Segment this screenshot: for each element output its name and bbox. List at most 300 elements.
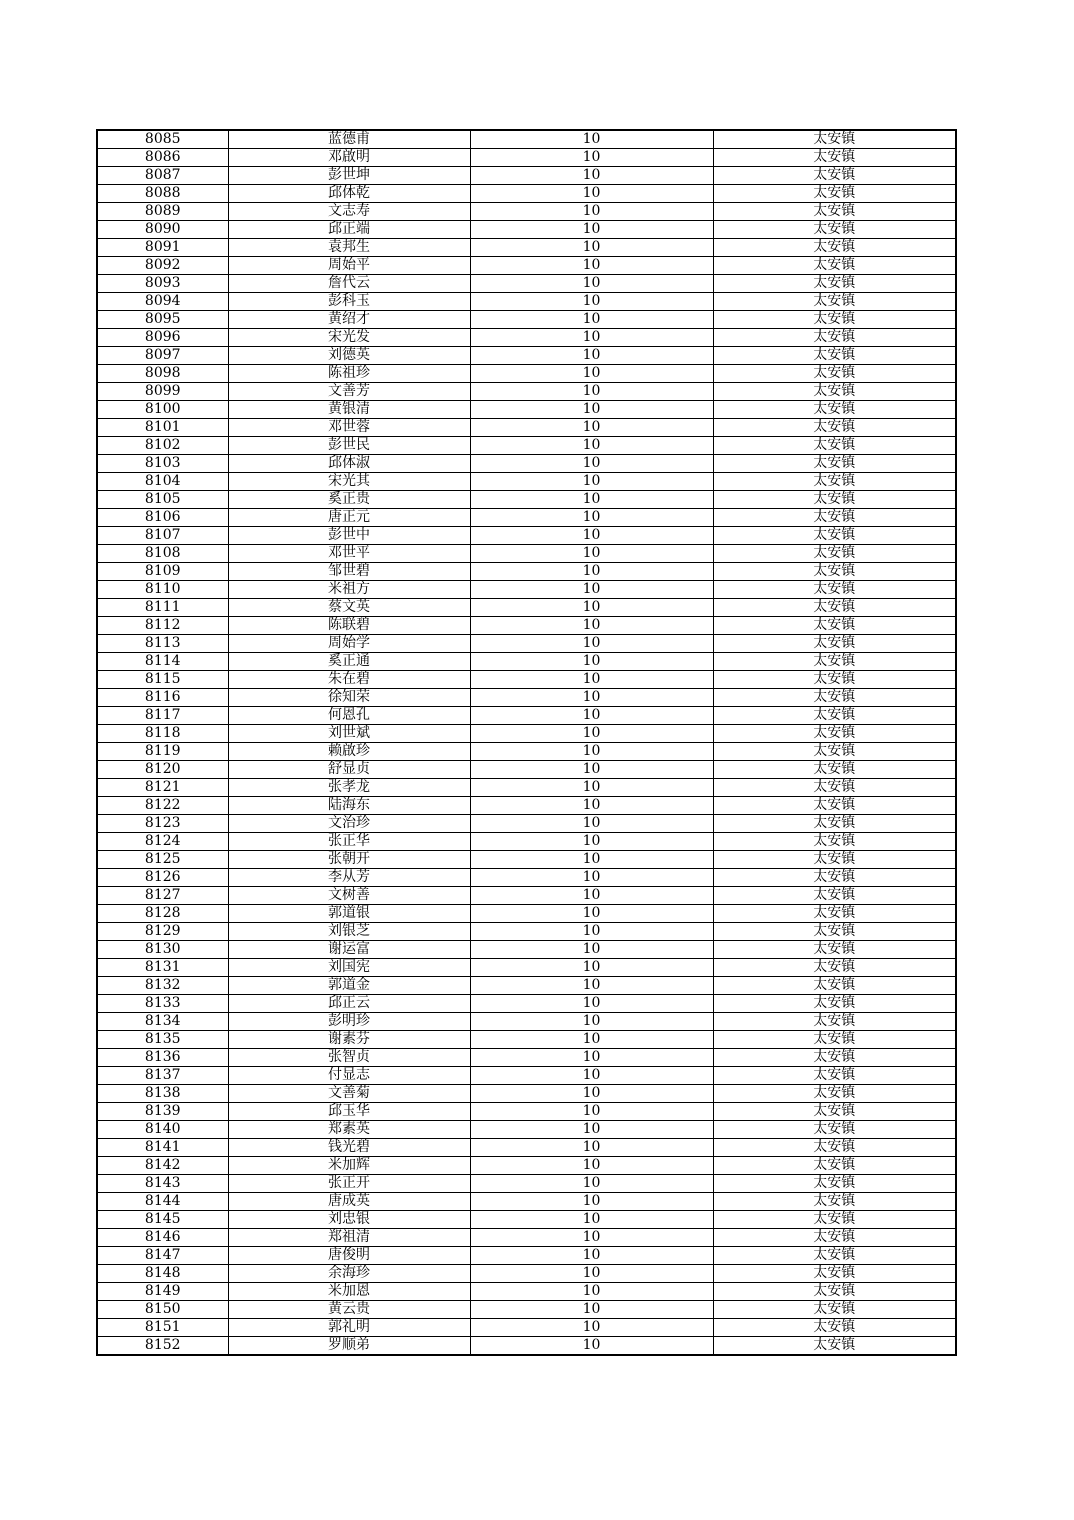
amount-cell: 10 <box>470 1247 713 1265</box>
row-number-cell: 8088 <box>97 185 228 203</box>
row-number-cell: 8152 <box>97 1337 228 1356</box>
name-cell: 米加辉 <box>228 1157 470 1175</box>
town-cell: 太安镇 <box>713 509 956 527</box>
name-cell: 邓啟明 <box>228 149 470 167</box>
town-cell: 太安镇 <box>713 995 956 1013</box>
name-cell: 朱在碧 <box>228 671 470 689</box>
table-row <box>97 617 956 635</box>
town-cell: 太安镇 <box>713 473 956 491</box>
town-cell: 太安镇 <box>713 815 956 833</box>
row-number-cell: 8133 <box>97 995 228 1013</box>
town-cell: 太安镇 <box>713 1013 956 1031</box>
table-row <box>97 599 956 617</box>
town-cell: 太安镇 <box>713 203 956 221</box>
name-cell: 文树善 <box>228 887 470 905</box>
table-row <box>97 329 956 347</box>
name-cell: 彭明珍 <box>228 1013 470 1031</box>
town-cell: 太安镇 <box>713 1103 956 1121</box>
row-number-cell: 8093 <box>97 275 228 293</box>
town-cell: 太安镇 <box>713 1175 956 1193</box>
town-cell: 太安镇 <box>713 1337 956 1356</box>
table-row <box>97 851 956 869</box>
amount-cell: 10 <box>470 869 713 887</box>
name-cell: 刘国宪 <box>228 959 470 977</box>
name-cell: 郑素英 <box>228 1121 470 1139</box>
table-row <box>97 707 956 725</box>
table-row <box>97 1157 956 1175</box>
town-cell: 太安镇 <box>713 1121 956 1139</box>
name-cell: 文善芳 <box>228 383 470 401</box>
town-cell: 太安镇 <box>713 959 956 977</box>
town-cell: 太安镇 <box>713 833 956 851</box>
amount-cell: 10 <box>470 1103 713 1121</box>
row-number-cell: 8120 <box>97 761 228 779</box>
row-number-cell: 8143 <box>97 1175 228 1193</box>
amount-cell: 10 <box>470 635 713 653</box>
name-cell: 张智贞 <box>228 1049 470 1067</box>
town-cell: 太安镇 <box>713 1193 956 1211</box>
town-cell: 太安镇 <box>713 599 956 617</box>
town-cell: 太安镇 <box>713 257 956 275</box>
amount-cell: 10 <box>470 995 713 1013</box>
row-number-cell: 8090 <box>97 221 228 239</box>
town-cell: 太安镇 <box>713 869 956 887</box>
town-cell: 太安镇 <box>713 617 956 635</box>
town-cell: 太安镇 <box>713 401 956 419</box>
row-number-cell: 8138 <box>97 1085 228 1103</box>
amount-cell: 10 <box>470 203 713 221</box>
town-cell: 太安镇 <box>713 761 956 779</box>
town-cell: 太安镇 <box>713 149 956 167</box>
row-number-cell: 8102 <box>97 437 228 455</box>
row-number-cell: 8135 <box>97 1031 228 1049</box>
name-cell: 詹代云 <box>228 275 470 293</box>
name-cell: 黄云贵 <box>228 1301 470 1319</box>
table-row <box>97 653 956 671</box>
name-cell: 邱玉华 <box>228 1103 470 1121</box>
town-cell: 太安镇 <box>713 923 956 941</box>
table-row <box>97 959 956 977</box>
name-cell: 刘银芝 <box>228 923 470 941</box>
amount-cell: 10 <box>470 671 713 689</box>
table-row <box>97 1283 956 1301</box>
table-row <box>97 815 956 833</box>
amount-cell: 10 <box>470 653 713 671</box>
row-number-cell: 8125 <box>97 851 228 869</box>
table-row <box>97 1031 956 1049</box>
amount-cell: 10 <box>470 401 713 419</box>
amount-cell: 10 <box>470 923 713 941</box>
amount-cell: 10 <box>470 1085 713 1103</box>
amount-cell: 10 <box>470 761 713 779</box>
amount-cell: 10 <box>470 1175 713 1193</box>
row-number-cell: 8107 <box>97 527 228 545</box>
name-cell: 罗顺弟 <box>228 1337 470 1356</box>
row-number-cell: 8116 <box>97 689 228 707</box>
amount-cell: 10 <box>470 1157 713 1175</box>
name-cell: 徐知荣 <box>228 689 470 707</box>
amount-cell: 10 <box>470 293 713 311</box>
row-number-cell: 8118 <box>97 725 228 743</box>
town-cell: 太安镇 <box>713 527 956 545</box>
table-row <box>97 635 956 653</box>
amount-cell: 10 <box>470 743 713 761</box>
town-cell: 太安镇 <box>713 671 956 689</box>
table-row <box>97 1265 956 1283</box>
name-cell: 张孝龙 <box>228 779 470 797</box>
amount-cell: 10 <box>470 509 713 527</box>
town-cell: 太安镇 <box>713 329 956 347</box>
row-number-cell: 8105 <box>97 491 228 509</box>
amount-cell: 10 <box>470 419 713 437</box>
amount-cell: 10 <box>470 455 713 473</box>
amount-cell: 10 <box>470 1211 713 1229</box>
name-cell: 张正华 <box>228 833 470 851</box>
row-number-cell: 8136 <box>97 1049 228 1067</box>
amount-cell: 10 <box>470 1013 713 1031</box>
name-cell: 奚正贵 <box>228 491 470 509</box>
town-cell: 太安镇 <box>713 743 956 761</box>
table-row <box>97 275 956 293</box>
row-number-cell: 8148 <box>97 1265 228 1283</box>
name-cell: 谢素芬 <box>228 1031 470 1049</box>
table-row <box>97 779 956 797</box>
table-row <box>97 1337 956 1356</box>
row-number-cell: 8122 <box>97 797 228 815</box>
table-row <box>97 509 956 527</box>
name-cell: 彭世民 <box>228 437 470 455</box>
town-cell: 太安镇 <box>713 779 956 797</box>
row-number-cell: 8114 <box>97 653 228 671</box>
name-cell: 文善菊 <box>228 1085 470 1103</box>
roster-table-body <box>97 130 956 1355</box>
table-row <box>97 347 956 365</box>
town-cell: 太安镇 <box>713 1229 956 1247</box>
town-cell: 太安镇 <box>713 491 956 509</box>
town-cell: 太安镇 <box>713 1247 956 1265</box>
town-cell: 太安镇 <box>713 1049 956 1067</box>
name-cell: 蔡文英 <box>228 599 470 617</box>
name-cell: 宋光发 <box>228 329 470 347</box>
row-number-cell: 8117 <box>97 707 228 725</box>
amount-cell: 10 <box>470 365 713 383</box>
row-number-cell: 8085 <box>97 130 228 149</box>
town-cell: 太安镇 <box>713 1265 956 1283</box>
name-cell: 奚正通 <box>228 653 470 671</box>
name-cell: 宋光其 <box>228 473 470 491</box>
name-cell: 文志寿 <box>228 203 470 221</box>
town-cell: 太安镇 <box>713 167 956 185</box>
town-cell: 太安镇 <box>713 365 956 383</box>
amount-cell: 10 <box>470 905 713 923</box>
row-number-cell: 8094 <box>97 293 228 311</box>
row-number-cell: 8096 <box>97 329 228 347</box>
amount-cell: 10 <box>470 527 713 545</box>
table-row <box>97 437 956 455</box>
row-number-cell: 8145 <box>97 1211 228 1229</box>
row-number-cell: 8124 <box>97 833 228 851</box>
table-row <box>97 221 956 239</box>
row-number-cell: 8137 <box>97 1067 228 1085</box>
table-row <box>97 311 956 329</box>
town-cell: 太安镇 <box>713 887 956 905</box>
table-row <box>97 995 956 1013</box>
town-cell: 太安镇 <box>713 905 956 923</box>
table-row <box>97 383 956 401</box>
table-row <box>97 581 956 599</box>
table-row <box>97 1319 956 1337</box>
amount-cell: 10 <box>470 941 713 959</box>
row-number-cell: 8126 <box>97 869 228 887</box>
table-row <box>97 419 956 437</box>
town-cell: 太安镇 <box>713 1031 956 1049</box>
table-row <box>97 1049 956 1067</box>
table-row <box>97 185 956 203</box>
table-row <box>97 1121 956 1139</box>
row-number-cell: 8127 <box>97 887 228 905</box>
name-cell: 刘德英 <box>228 347 470 365</box>
name-cell: 郭道金 <box>228 977 470 995</box>
name-cell: 邓世平 <box>228 545 470 563</box>
amount-cell: 10 <box>470 1121 713 1139</box>
name-cell: 郭礼明 <box>228 1319 470 1337</box>
row-number-cell: 8146 <box>97 1229 228 1247</box>
amount-cell: 10 <box>470 779 713 797</box>
town-cell: 太安镇 <box>713 1283 956 1301</box>
amount-cell: 10 <box>470 1319 713 1337</box>
table-row <box>97 1085 956 1103</box>
name-cell: 张朝开 <box>228 851 470 869</box>
table-row <box>97 1229 956 1247</box>
table-row <box>97 833 956 851</box>
amount-cell: 10 <box>470 563 713 581</box>
amount-cell: 10 <box>470 833 713 851</box>
name-cell: 周始学 <box>228 635 470 653</box>
table-row <box>97 1247 956 1265</box>
name-cell: 唐俊明 <box>228 1247 470 1265</box>
amount-cell: 10 <box>470 581 713 599</box>
row-number-cell: 8095 <box>97 311 228 329</box>
amount-cell: 10 <box>470 239 713 257</box>
amount-cell: 10 <box>470 347 713 365</box>
name-cell: 邱体淑 <box>228 455 470 473</box>
table-row <box>97 563 956 581</box>
row-number-cell: 8119 <box>97 743 228 761</box>
amount-cell: 10 <box>470 1229 713 1247</box>
table-row <box>97 1301 956 1319</box>
amount-cell: 10 <box>470 275 713 293</box>
table-row <box>97 257 956 275</box>
table-row <box>97 941 956 959</box>
row-number-cell: 8130 <box>97 941 228 959</box>
name-cell: 郑祖清 <box>228 1229 470 1247</box>
name-cell: 张正开 <box>228 1175 470 1193</box>
row-number-cell: 8097 <box>97 347 228 365</box>
row-number-cell: 8109 <box>97 563 228 581</box>
table-row <box>97 725 956 743</box>
name-cell: 彭世中 <box>228 527 470 545</box>
name-cell: 米祖方 <box>228 581 470 599</box>
name-cell: 刘世斌 <box>228 725 470 743</box>
table-row <box>97 923 956 941</box>
name-cell: 彭世坤 <box>228 167 470 185</box>
amount-cell: 10 <box>470 545 713 563</box>
row-number-cell: 8087 <box>97 167 228 185</box>
table-row <box>97 887 956 905</box>
town-cell: 太安镇 <box>713 653 956 671</box>
name-cell: 陈祖珍 <box>228 365 470 383</box>
row-number-cell: 8141 <box>97 1139 228 1157</box>
name-cell: 袁邦生 <box>228 239 470 257</box>
amount-cell: 10 <box>470 185 713 203</box>
table-row <box>97 905 956 923</box>
amount-cell: 10 <box>470 689 713 707</box>
table-row <box>97 671 956 689</box>
amount-cell: 10 <box>470 329 713 347</box>
row-number-cell: 8111 <box>97 599 228 617</box>
table-row <box>97 689 956 707</box>
row-number-cell: 8101 <box>97 419 228 437</box>
name-cell: 黄绍才 <box>228 311 470 329</box>
table-row <box>97 545 956 563</box>
row-number-cell: 8108 <box>97 545 228 563</box>
amount-cell: 10 <box>470 725 713 743</box>
town-cell: 太安镇 <box>713 977 956 995</box>
amount-cell: 10 <box>470 257 713 275</box>
row-number-cell: 8121 <box>97 779 228 797</box>
amount-cell: 10 <box>470 221 713 239</box>
row-number-cell: 8150 <box>97 1301 228 1319</box>
amount-cell: 10 <box>470 1301 713 1319</box>
amount-cell: 10 <box>470 311 713 329</box>
row-number-cell: 8134 <box>97 1013 228 1031</box>
amount-cell: 10 <box>470 851 713 869</box>
town-cell: 太安镇 <box>713 563 956 581</box>
amount-cell: 10 <box>470 1337 713 1356</box>
row-number-cell: 8129 <box>97 923 228 941</box>
name-cell: 谢运富 <box>228 941 470 959</box>
amount-cell: 10 <box>470 1193 713 1211</box>
name-cell: 唐成英 <box>228 1193 470 1211</box>
name-cell: 邱体乾 <box>228 185 470 203</box>
row-number-cell: 8132 <box>97 977 228 995</box>
name-cell: 何恩孔 <box>228 707 470 725</box>
town-cell: 太安镇 <box>713 311 956 329</box>
town-cell: 太安镇 <box>713 1139 956 1157</box>
row-number-cell: 8092 <box>97 257 228 275</box>
amount-cell: 10 <box>470 617 713 635</box>
row-number-cell: 8103 <box>97 455 228 473</box>
amount-cell: 10 <box>470 1067 713 1085</box>
row-number-cell: 8151 <box>97 1319 228 1337</box>
town-cell: 太安镇 <box>713 293 956 311</box>
row-number-cell: 8128 <box>97 905 228 923</box>
name-cell: 文治珍 <box>228 815 470 833</box>
town-cell: 太安镇 <box>713 185 956 203</box>
row-number-cell: 8140 <box>97 1121 228 1139</box>
row-number-cell: 8142 <box>97 1157 228 1175</box>
name-cell: 余海珍 <box>228 1265 470 1283</box>
amount-cell: 10 <box>470 437 713 455</box>
amount-cell: 10 <box>470 1049 713 1067</box>
town-cell: 太安镇 <box>713 1319 956 1337</box>
row-number-cell: 8123 <box>97 815 228 833</box>
row-number-cell: 8100 <box>97 401 228 419</box>
row-number-cell: 8086 <box>97 149 228 167</box>
row-number-cell: 8139 <box>97 1103 228 1121</box>
amount-cell: 10 <box>470 815 713 833</box>
amount-cell: 10 <box>470 887 713 905</box>
table-row <box>97 869 956 887</box>
name-cell: 蓝德甫 <box>228 130 470 149</box>
table-row <box>97 977 956 995</box>
name-cell: 邱正端 <box>228 221 470 239</box>
name-cell: 彭科玉 <box>228 293 470 311</box>
town-cell: 太安镇 <box>713 797 956 815</box>
town-cell: 太安镇 <box>713 130 956 149</box>
amount-cell: 10 <box>470 383 713 401</box>
table-row <box>97 1211 956 1229</box>
table-row <box>97 1139 956 1157</box>
town-cell: 太安镇 <box>713 941 956 959</box>
table-row <box>97 1013 956 1031</box>
town-cell: 太安镇 <box>713 581 956 599</box>
table-row <box>97 473 956 491</box>
table-row <box>97 1175 956 1193</box>
row-number-cell: 8106 <box>97 509 228 527</box>
name-cell: 舒显贞 <box>228 761 470 779</box>
table-row <box>97 1067 956 1085</box>
row-number-cell: 8144 <box>97 1193 228 1211</box>
table-row <box>97 149 956 167</box>
table-row <box>97 761 956 779</box>
name-cell: 刘忠银 <box>228 1211 470 1229</box>
amount-cell: 10 <box>470 599 713 617</box>
amount-cell: 10 <box>470 1031 713 1049</box>
row-number-cell: 8149 <box>97 1283 228 1301</box>
name-cell: 赖啟珍 <box>228 743 470 761</box>
row-number-cell: 8115 <box>97 671 228 689</box>
town-cell: 太安镇 <box>713 455 956 473</box>
name-cell: 陈联碧 <box>228 617 470 635</box>
amount-cell: 10 <box>470 473 713 491</box>
table-row <box>97 365 956 383</box>
town-cell: 太安镇 <box>713 419 956 437</box>
amount-cell: 10 <box>470 167 713 185</box>
town-cell: 太安镇 <box>713 239 956 257</box>
town-cell: 太安镇 <box>713 851 956 869</box>
row-number-cell: 8104 <box>97 473 228 491</box>
town-cell: 太安镇 <box>713 275 956 293</box>
table-row <box>97 1103 956 1121</box>
name-cell: 陆海东 <box>228 797 470 815</box>
name-cell: 周始平 <box>228 257 470 275</box>
table-row <box>97 401 956 419</box>
town-cell: 太安镇 <box>713 383 956 401</box>
row-number-cell: 8131 <box>97 959 228 977</box>
name-cell: 唐正元 <box>228 509 470 527</box>
town-cell: 太安镇 <box>713 1211 956 1229</box>
name-cell: 付显志 <box>228 1067 470 1085</box>
row-number-cell: 8091 <box>97 239 228 257</box>
table-row <box>97 293 956 311</box>
town-cell: 太安镇 <box>713 221 956 239</box>
amount-cell: 10 <box>470 1265 713 1283</box>
table-row <box>97 130 956 149</box>
roster-table <box>96 129 957 1356</box>
name-cell: 黄银清 <box>228 401 470 419</box>
amount-cell: 10 <box>470 977 713 995</box>
